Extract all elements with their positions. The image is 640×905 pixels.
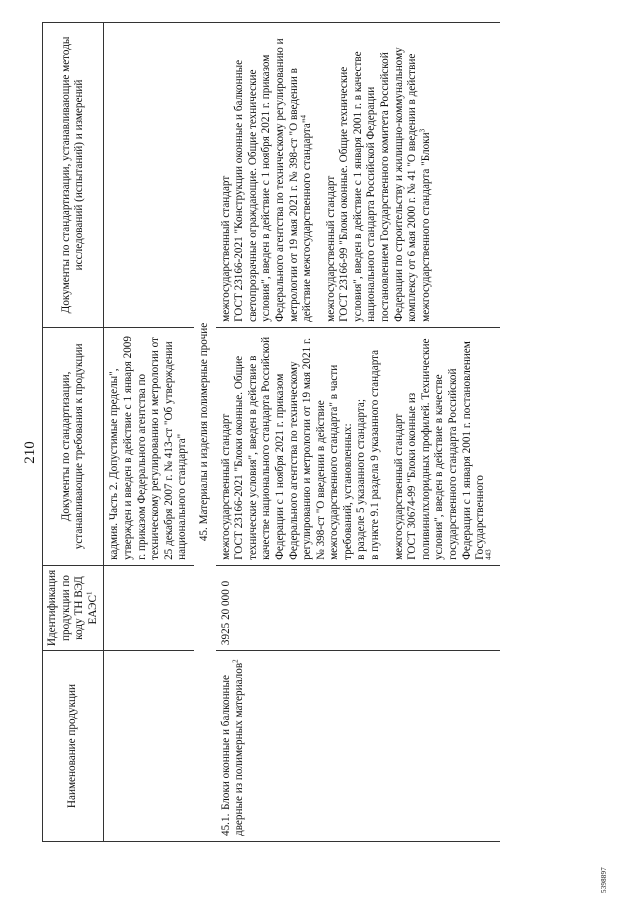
- header-tn-ved-code: Идентификация продукции по коду ТН ВЭД ЕАЭС$^1$: [43, 565, 104, 650]
- product-cell: 45.1.Блоки оконные и балконные дверные из полимерных материалов$^2$: [216, 651, 500, 842]
- row-number: 45.1.: [219, 813, 232, 836]
- section-row: [194, 23, 216, 842]
- standards-table: [42, 22, 500, 842]
- section-title: 45. Материалы и изделия полимерные прочие: [194, 23, 216, 842]
- table-row-continuation: [104, 23, 194, 842]
- requirements-cell: межгосударственный стандарт ГОСТ 23166-2021 "Блоки оконные. Общие технические условия", введен в действие в качестве национального стандарта Российской Федерации с 1 ноября 2021 г. приказом Федерального агентства по техническому регулированию и метрологии от 19 мая 2021 г. № 398-ст "О введении в действие межгосударственного стандарта" в части требований, установленных: в разделе 5 указанного стандарта; в пункте 9.1 раздела 9 указанного стандарта межгосударственный стандарт ГОСТ 30674-99 "Блоки оконные из поливинилхлоридных профилей. Технические условия", введен в действие в качестве государственного стандарта Российской Федерации с 1 января 2001 г. постановлением Государственного $^{443}$: [216, 327, 500, 565]
- header-requirements-docs: Документы по стандартизации, устанавливающие требования к продукции: [43, 327, 104, 565]
- methods-cell: межгосударственный стандарт ГОСТ 23166-2021 "Конструкции оконные и балконные светопрозрачные ограждающие. Общие технические условия", введен в действие с 1 ноября 2021 г. приказом Федерального агентства по техническому регулированию и метрологии от 19 мая 2021 г. № 398-ст "О введении в действие межгосударственного стандарта"$^4$ межгосударственный стандарт ГОСТ 23166-99 "Блоки оконные. Общие технические условия", введен в действие с 1 января 2001 г. в качестве национального стандарта Российской Федерации постановлением Государственного комитета Российской Федерации по строительству и жилищно-коммунальному комплексу от 6 мая 2000 г. № 41 "О введении в действие межгосударственного стандарта "Блоки$^3$: [216, 23, 500, 328]
- page-number: 210: [22, 441, 38, 464]
- continuation-text: кадмия. Часть 2. Допустимые пределы", утвержден и введен в действие с 1 января 2009 г. приказом Федерального агентства по техническому регулированию и метрологии от 25 декабря 2007 г. № 413-ст "Об утверждении национального стандарта": [104, 327, 194, 565]
- document-id: 5398897: [600, 867, 608, 893]
- product-name: Блоки оконные и балконные дверные из полимерных материалов: [219, 662, 246, 836]
- header-methods-docs: Документы по стандартизации, устанавливающие методы исследований (испытаний) и измерений: [43, 23, 104, 328]
- table-row: [216, 23, 500, 842]
- header-row: [43, 23, 104, 842]
- header-product-name: Наименование продукции: [43, 651, 104, 842]
- code-cell: 3925 20 000 0: [216, 565, 500, 650]
